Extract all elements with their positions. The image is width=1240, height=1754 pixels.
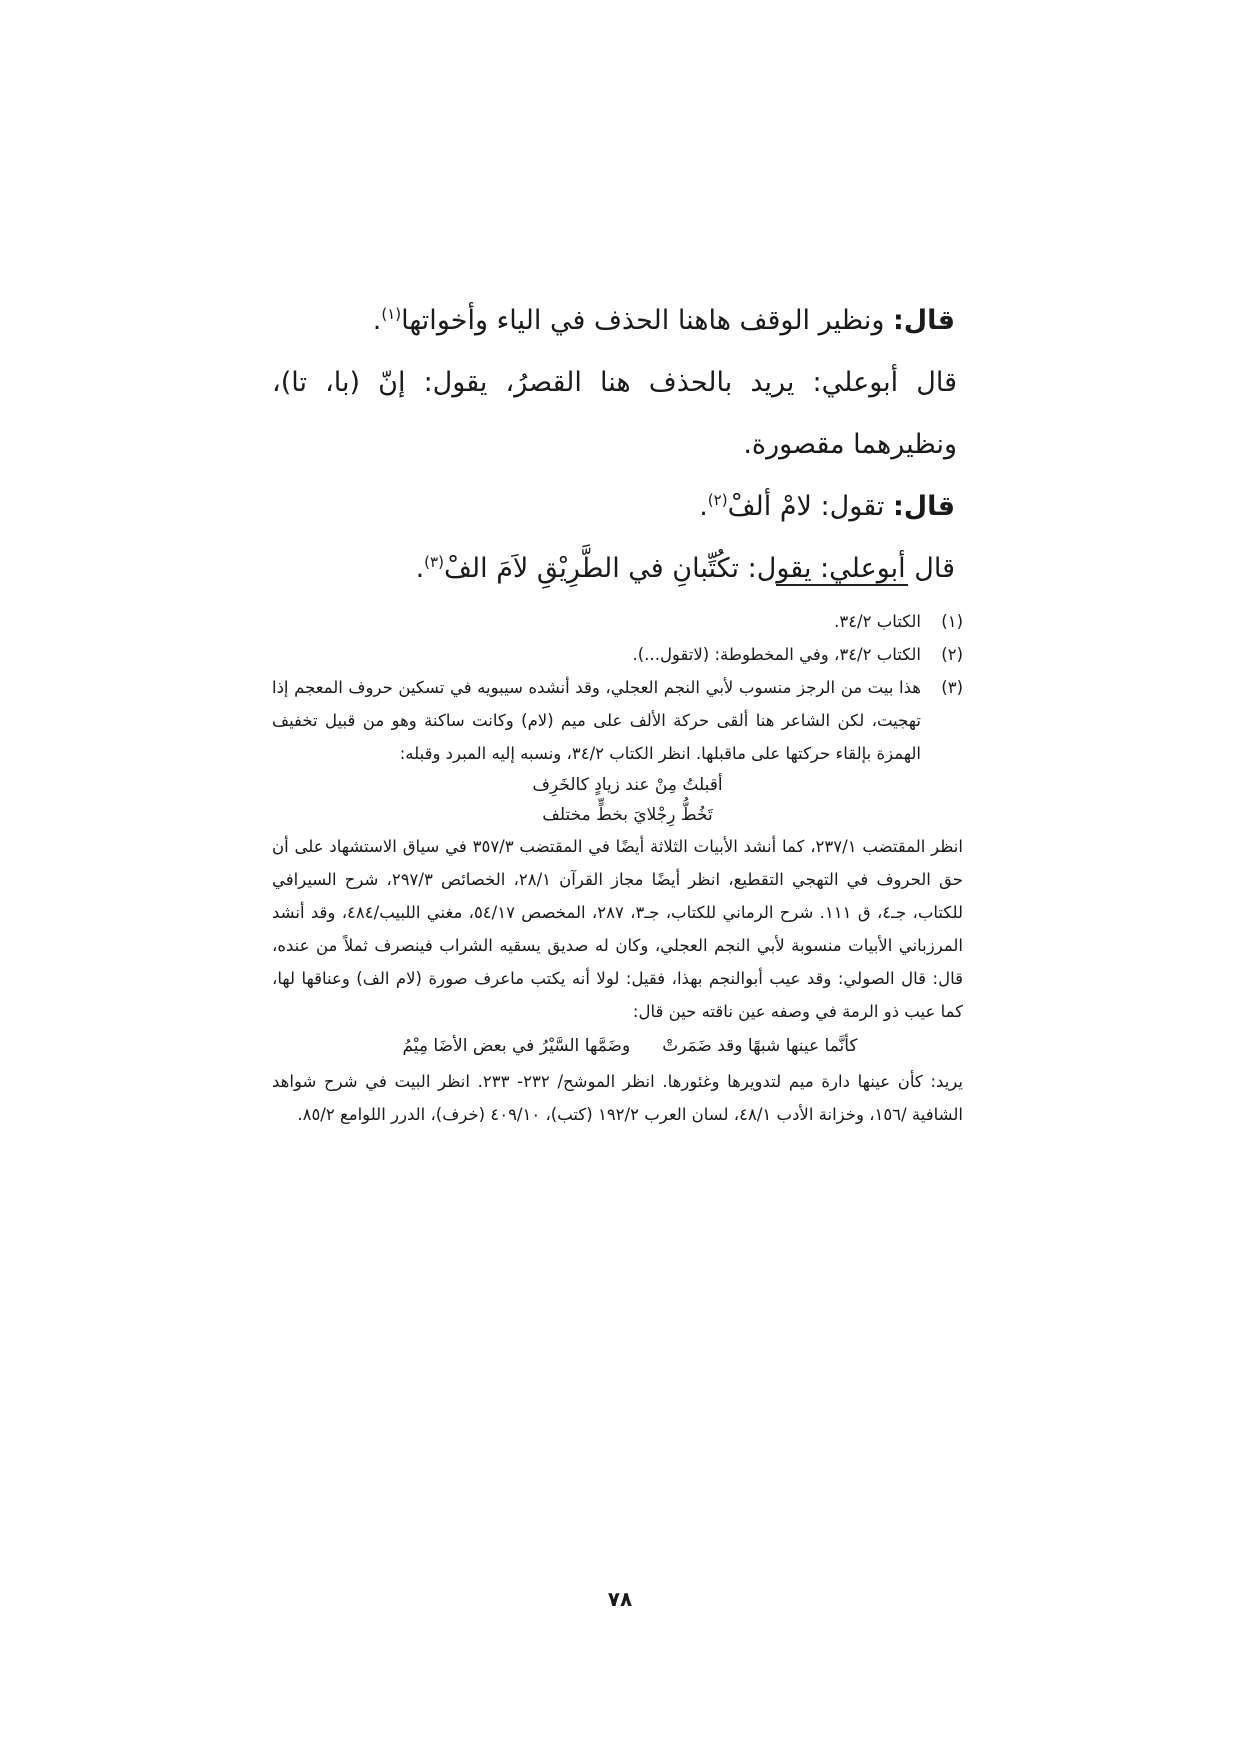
paragraph-4	[272, 538, 957, 600]
footnote-2	[272, 638, 963, 671]
footnote-number: (١)	[941, 612, 963, 631]
paragraph-text: ونظير الوقف هاهنا الحذف في الياء وأخواتها	[401, 305, 893, 336]
paragraph-3	[272, 476, 957, 538]
footnote-ref-2[interactable]: (٢)	[707, 491, 728, 509]
paragraph-2: قال أبوعلي: يريد بالحذف هنا القصرُ، يقول: إنّ (با، تا)، ونظيرهما مقصورة.	[272, 367, 957, 460]
footnote-text: الكتاب ٣٤/٢.	[834, 612, 921, 631]
footnote-3	[272, 671, 963, 770]
footnote-ref-1[interactable]: (١)	[381, 305, 402, 323]
verse-line-3	[272, 1030, 963, 1063]
footnote-text: هذا بيت من الرجز منسوب لأبي النجم العجلي، وقد أنشده سيبويه في تسكين حروف المعجم إذا تهجيت، لكن الشاعر هنا ألقى حركة الألف على ميم (لام) وكانت ساكنة وهو من قبيل تخفيف الهمزة بإلقاء حركتها على ماقبلها. انظر الكتاب ٣٤/٢، ونسبه إليه المبرد وقبله:	[272, 678, 921, 763]
footnote-number: (٢)	[941, 645, 963, 664]
verse-line-2: تَخُطُّ رِجْلايَ بخطٍّ مختلف	[542, 805, 713, 825]
main-text	[272, 290, 957, 600]
lead-word: قال:	[892, 305, 955, 336]
footnote-continuation-1: انظر المقتضب ٢٣٧/١، كما أنشد الأبيات الثلاثة أيضًا في المقتضب ٣٥٧/٣ في سياق الاستشهاد على أن حق الحروف في التهجي التقطيع، انظر أيضًا مجاز القرآن ٢٨/١، الخصائص ٢٩٧/٣، شرح السيرافي للكتاب، جـ٤، ق ١١١. شرح الرماني للكتاب، جـ٣، ٢٨٧، المخصص ٥٤/١٧، مغني اللبيب/٤٨٤، وقد أنشد المرزباني الأبيات منسوبة لأبي النجم العجلي، وكان له صديق يسقيه الشراب فينصرف ثملاً من عنده، قال: قال الصولي: وقد عيب أبوالنجم بهذا، فقيل: لولا أنه يكتب ماعرف صورة (لام الف) وعناقها لها، كما عيب ذو الرمة في وصفه عين ناقته حين قال:	[272, 837, 963, 1021]
footnote-1	[272, 605, 963, 638]
footnote-separator	[776, 584, 908, 586]
verse-line-1: أقبلتُ مِنْ عند زيادٍ كالخَرِف	[532, 775, 723, 795]
paragraph-1	[272, 290, 957, 352]
paragraph-end: .	[372, 305, 382, 336]
footnote-text: الكتاب ٣٤/٢، وفي المخطوطة: (لاتقول...).	[632, 645, 921, 664]
footnote-ref-3[interactable]: (٣)	[424, 553, 444, 571]
verse-hemistich-1: كأنَّما عينها شبهًا وقد ضَمَرتْ	[662, 1036, 858, 1056]
footnotes	[272, 605, 963, 1131]
verse-hemistich-2: وضَمَّها السَّيْرُ في بعض الأضَا مِيْمُ	[402, 1036, 631, 1056]
page-number: ٧٨	[607, 1587, 633, 1611]
paragraph-end: .	[699, 491, 708, 522]
lead-word: قال:	[892, 491, 955, 522]
paragraph-end: .	[415, 553, 425, 584]
footnote-continuation-2: يريد: كأن عينها دارة ميم لتدويرها وغئورها. انظر الموشح/ ٢٣٢- ٢٣٣. انظر البيت في شرح شواهد الشافية /١٥٦، وخزانة الأدب ٤٨/١، لسان العرب ١٩٢/٢ (كتب)، ٤٠٩/١٠ (خرف)، الدرر اللوامع ٨٥/٢.	[272, 1072, 963, 1124]
paragraph-text: تقول: لامْ ألفْ	[727, 491, 893, 522]
footnote-number: (٣)	[941, 678, 963, 697]
paragraph-text: قال أبوعلي: يقول: تكُتِّبانِ في الطَّرِيْقِ لاَمَ الفْ	[443, 553, 955, 584]
